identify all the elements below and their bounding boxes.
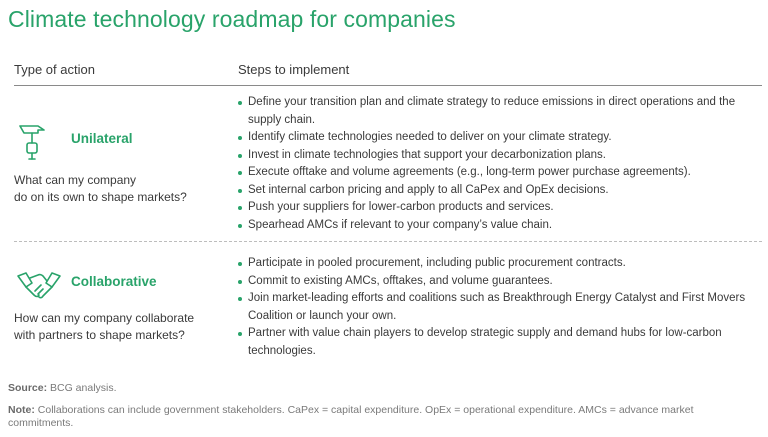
list-item	[238, 182, 758, 200]
bullet-icon	[238, 280, 242, 284]
row-divider	[14, 241, 762, 242]
action-name-unilateral: Unilateral	[71, 131, 133, 146]
list-item	[238, 273, 758, 291]
list-item	[238, 290, 758, 325]
action-question-unilateral	[14, 172, 224, 206]
source-label: Source:	[8, 382, 48, 394]
bullet-icon	[238, 297, 242, 301]
bullet-icon	[238, 206, 242, 210]
steps-list-unilateral	[238, 94, 758, 234]
step-text: Participate in pooled procurement, including public procurement contracts.	[248, 257, 626, 269]
list-item	[238, 164, 758, 182]
hammer-icon	[16, 122, 62, 164]
bullet-icon	[238, 332, 242, 336]
handshake-icon	[16, 266, 62, 308]
step-text: Spearhead AMCs if relevant to your company’s value chain.	[248, 218, 553, 231]
question-line: with partners to shape markets?	[14, 328, 185, 342]
action-name-collaborative: Collaborative	[71, 274, 157, 289]
source-line	[8, 382, 117, 394]
steps-list-collaborative	[238, 255, 758, 360]
question-line: do on its own to shape markets?	[14, 190, 187, 204]
list-item	[238, 199, 758, 217]
list-item	[238, 217, 758, 235]
question-line: What can my company	[14, 173, 137, 187]
column-header-type-of-action: Type of action	[14, 62, 95, 77]
header-divider	[14, 85, 762, 86]
list-item	[238, 325, 758, 360]
list-item	[238, 129, 758, 147]
list-item	[238, 147, 758, 165]
note-text: Collaborations can include government stakeholders. CaPex = capital expenditure. OpEx = operational expenditure. AMCs = advance market commitments.	[8, 404, 694, 429]
question-line: How can my company collaborate	[14, 311, 195, 325]
source-text: BCG analysis.	[50, 382, 117, 394]
bullet-icon	[238, 154, 242, 158]
bullet-icon	[238, 136, 242, 140]
list-item	[238, 94, 758, 129]
step-text: Invest in climate technologies that support your decarbonization plans.	[248, 148, 606, 161]
bullet-icon	[238, 171, 242, 175]
step-text: Define your transition plan and climate strategy to reduce emissions in direct operations and the supply chain.	[248, 96, 736, 126]
bullet-icon	[238, 101, 242, 105]
step-text: Identify climate technologies needed to deliver on your climate strategy.	[248, 131, 612, 143]
bullet-icon	[238, 262, 242, 266]
step-text: Join market-leading efforts and coalitions such as Breakthrough Energy Catalyst and First Movers Coalition or launch your own.	[248, 292, 746, 322]
page-title: Climate technology roadmap for companies	[8, 6, 456, 32]
step-text: Set internal carbon pricing and apply to all CaPex and OpEx decisions.	[248, 183, 609, 196]
note-label: Note:	[8, 404, 35, 416]
step-text: Commit to existing AMCs, offtakes, and volume guarantees.	[248, 274, 553, 287]
step-text: Execute offtake and volume agreements (e.g., long-term power purchase agreements).	[248, 166, 691, 178]
bullet-icon	[238, 189, 242, 193]
note-line	[8, 404, 758, 430]
list-item	[238, 255, 758, 273]
bullet-icon	[238, 224, 242, 228]
column-header-steps-to-implement: Steps to implement	[238, 62, 350, 77]
action-question-collaborative	[14, 310, 224, 344]
step-text: Push your suppliers for lower-carbon products and services.	[248, 201, 554, 213]
step-text: Partner with value chain players to develop strategic supply and demand hubs for low-carbon technologies.	[248, 327, 722, 357]
